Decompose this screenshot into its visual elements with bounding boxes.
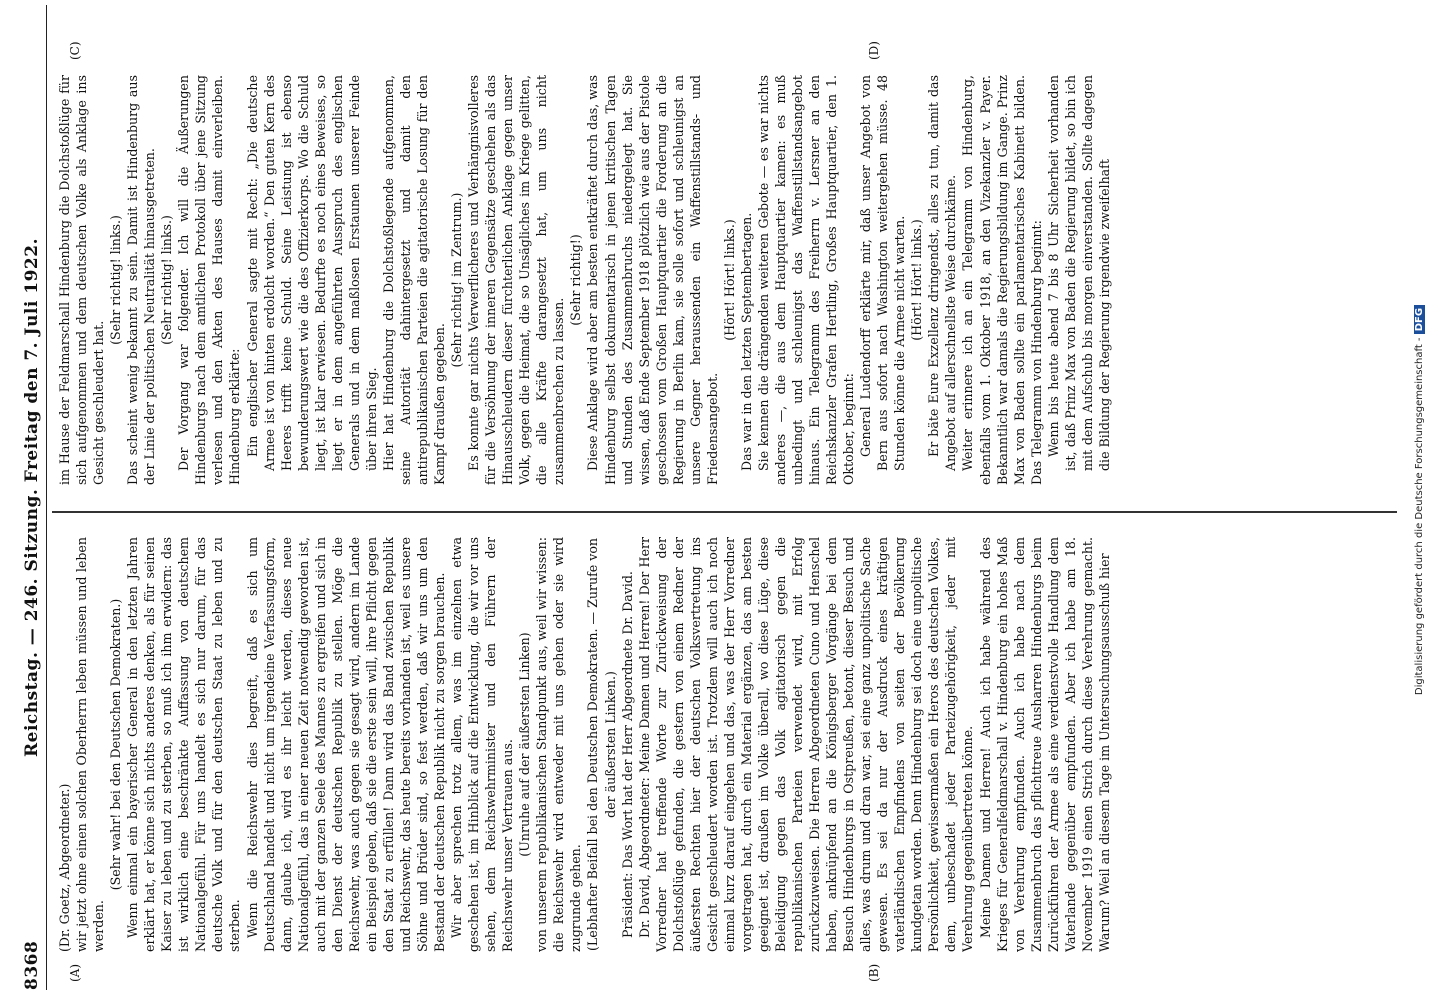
- paragraph: Das war in den letzten Septembertagen.: [738, 212, 754, 471]
- margin-marker-b: (B): [867, 963, 881, 982]
- margin-marker-c: (C): [68, 41, 82, 60]
- paragraph: Weiter erinnere ich an ein Telegramm von Hindenburg, ebenfalls vom 1. Oktober 1918, an den Vizekanzler v. Payer. Bekanntlich war damals die Regierungsbildung im Gange. Prinz Max von Baden sollte ein parlamentarisches Kabinett bilden. Das Telegramm von Hindenburg beginnt:: [960, 75, 1044, 485]
- paragraph: (Hört! Hört! links.): [721, 219, 737, 341]
- paragraph: Er bäte Eure Exzellenz dringendst, alles zu tun, damit das Angebot auf allerschnellste Weise durchkäme.: [926, 75, 959, 471]
- paragraph: (Sehr richtig! links.): [159, 215, 175, 345]
- margin-marker-d: (D): [867, 41, 881, 60]
- paragraph: (Dr. Goetz, Abgeordneter.): [57, 783, 72, 952]
- digitization-note: [1414, 5, 1432, 995]
- paragraph: (Lebhafter Beifall bei den Deutschen Demokraten. — Zurufe von der äußersten Linken.): [585, 537, 618, 952]
- paragraph: (Unruhe auf der äußersten Linken): [517, 632, 533, 857]
- paragraph: Wenn einmal ein bayerischer General in den letzten Jahren erklärt hat, er könne sich nichts anderes denken, als für seinen Kaiser zu leben und zu sterben, so muß ich ihm erwidern: das ist wirklich eine beschränkte Auffassung von deutschem Nationalgefühl. Für uns handelt es sich nur darum, für das deutsche Volk und für den deutschen Staat zu leben und zu sterben.: [125, 537, 243, 952]
- paragraph: (Sehr richtig! links.): [108, 215, 124, 345]
- paragraph: Meine Damen und Herren! Auch ich habe während des Krieges für Generalfeldmarschall v. Hindenburg ein hohes Maß von Verehrung empfunden. Auch ich habe nach dem Zusammenbruch das pflichttreue Ausharren Hindenburgs beim Zurückführen der Armee als eine verdienstvolle Handlung dem Vaterlande gegenüber empfunden. Aber ich habe am 18. November 1919 einen Strich durch diese Verehrung gemacht. Warum? Weil an diesem Tage im Untersuchungsausschuß hier: [977, 537, 1112, 952]
- paragraph: Der Vorgang war folgender. Ich will die Äußerungen Hindenburgs nach dem amtlichen Protokoll über jene Sitzung verlesen und den Akten des Hauses damit einverleiben. Hindenburg erklärte:: [176, 75, 243, 485]
- paragraph: General Ludendorff erklärte mir, daß unser Angebot von Bern aus sofort nach Washington weitergehen müsse. 48 Stunden könne die Armee nicht warten.: [858, 75, 908, 471]
- paragraph: Dr. David, Abgeordneter: Meine Damen und Herren! Der Herr Vorredner hat treffende Worte zur Zurückweisung der Dolchstoßlüge gefunden, die gestern von einem Redner der äußersten Rechten hier der deutschen Volksvertretung ins Gesicht geschleudert worden ist. Trotzdem will auch ich noch einmal kurz darauf eingehen und das, was der Herr Vorredner vorgetragen hat, durch ein Material ergänzen, das am besten geeignet ist, draußen im Volke überall, wo diese Lüge, diese Beleidigung gegen das Volk agitatorisch gegen die republikanischen Parteien verwendet wird, mit Erfolg zurückzuweisen. Die Herren Abgeordneten Cuno und Henschel haben, anknüpfend an die Königsberger Vorgänge bei dem Besuch Hindenburgs in Ostpreußen, betont, dieser Besuch und alles, was drum und dran war, sei eine ganz unpolitische Sache gewesen. Es sei da nur der Ausdruck eines kräftigen vaterländischen Empfindens von seiten der Bevölkerung kundgetan worden. Denn Hindenburg sei doch eine unpolitische Persönlichkeit, gewissermaßen ein Heros des deutschen Volkes, dem, unbeschadet jeder Parteizugehörigkeit, jeder mit Verehrung gegenübertreten könne.: [636, 537, 976, 952]
- paragraph: Es konnte gar nichts Verwerflicheres und Verhängnisvolleres für die Versöhnung der inneren Gegensätze geschehen als das Hinausschleudern dieser fürchterlichen Anklage gegen unser Volk, gegen die Heimat, die so Unsägliches im Kriege gelitten, die alle Kräfte darangesetzt hat, um uns nicht zusammenbrechen zu lassen.: [466, 75, 567, 485]
- paragraph: (Sehr richtig!): [568, 234, 584, 326]
- paragraph: (Hört! Hört! links.): [909, 219, 925, 341]
- paragraph: Präsident: Das Wort hat der Herr Abgeordnete Dr. David.: [619, 571, 635, 938]
- paragraph: Das scheint wenig bekannt zu sein. Damit ist Hindenburg aus der Linie der politischen Neutralität hinausgetreten.: [125, 75, 158, 485]
- paragraph: (Sehr wahr! bei den Deutschen Demokraten.): [108, 598, 124, 891]
- margin-marker-a: (A): [68, 963, 82, 982]
- left-column: [56, 537, 1396, 952]
- paragraph: Ein englischer General sagte mit Recht: „Die deutsche Armee ist von hinten erdolcht worden.“ Den guten Kern des Heeres trifft keine Schuld. Seine Leistung ist ebenso bewunderungswert wie die des Offizierkorps. Wo die Schuld liegt, ist klar erwiesen. Bedurfte es noch eines Beweises, so liegt er in dem angeführten Ausspruch des englischen Generals und in dem maßlosen Erstaunen unserer Feinde über ihren Sieg.: [244, 75, 379, 471]
- newspaper-page: [12, 5, 1412, 990]
- dfg-logo: DFG: [1414, 305, 1425, 334]
- paragraph: Wir aber sprechen trotz allem, was im einzelnen etwa geschehen ist, im Hinblick auf die Entwicklung, die wir vor uns sehen, dem Reichswehrminister und den Führern der Reichswehr unser Vertrauen aus.: [449, 537, 516, 952]
- digitization-text: Digitalisierung gefördert durch die Deutsche Forschungsgemeinschaft -: [1414, 337, 1425, 696]
- paragraph: wir jetzt ohne einen solchen Oberherrn leben müssen und leben werden.: [74, 537, 107, 952]
- paragraph: (Sehr richtig! im Zentrum.): [449, 192, 465, 368]
- paragraph: Wenn die Reichswehr dies begreift, daß es sich um Deutschland handelt und nicht um irgendeine Verfassungsform, dann, glaube ich, wird es ihr leicht werden, dieses neue Nationalgefühl, das in einer neuen Zeit notwendig geworden ist, auch mit der ganzen Seele des Mannes zu ergreifen und sich in den Dienst der deutschen Republik zu stellen. Möge die Reichswehr, was auch gegen sie gesagt wird, andern im Lande ein Beispiel geben, daß sie die erste sein will, ihre Pflicht gegen den Staat zu erfüllen! Dann wird das Band zwischen Republik und Reichswehr, das heute bereits vorhanden ist, weil es unsere Söhne und Brüder sind, so fest werden, daß wir uns um den Bestand der deutschen Republik nicht zu sorgen brauchen.: [244, 537, 448, 952]
- paragraph: von unserem republikanischen Standpunkt aus, weil wir wissen: die Reichswehr wird entweder mit uns gehen oder sie wird zugrunde gehen.: [534, 537, 584, 952]
- paragraph: Wenn bis heute abend 7 bis 8 Uhr Sicherheit vorhanden ist, daß Prinz Max von Baden die Regierung bildet, so bin ich mit dem Aufschub bis morgen einverstanden. Sollte dagegen die Bildung der Regierung irgendwie zweifelhaft: [1045, 75, 1112, 471]
- paragraph: Hier hat Hindenburg die Dolchstoßlegende aufgenommen, seine Autorität dahintergesetzt und damit den antirepublikanischen Parteien die agitatorische Losung für den Kampf draußen gegeben.: [380, 75, 448, 485]
- paragraph: Diese Anklage wird aber am besten entkräftet durch das, was Hindenburg selbst dokumentarisch in jenen kritischen Tagen und Stunden des Zusammenbruchs niedergelegt hat. Sie wissen, daß Ende September 1918 plötzlich wie aus der Pistole geschossen vom Großen Hauptquartier die Forderung an die Regierung in Berlin kam, sie solle sofort und schleunigst an unsere Gegner heraussenden ein Waffenstillstands- und Friedensangebot.: [585, 75, 720, 485]
- page-title: Reichstag. — 246. Sitzung. Freitag den 7. Juli 1922.: [22, 238, 42, 757]
- paragraph: Sie kennen die drängenden weiteren Gebote — es war nichts anderes —, die aus dem Hauptquartier kamen: es muß unbedingt und schleunigst das Waffenstillstandsangebot hinaus. Ein Telegramm des Freiherrn v. Lersner an den Reichskanzler Grafen Hertling, Großes Hauptquartier, den 1. Oktober, beginnt:: [755, 75, 857, 485]
- page-number: 8368: [22, 940, 42, 990]
- right-column: [56, 75, 1396, 485]
- column-divider: [52, 512, 1397, 514]
- paragraph: im Hause der Feldmarschall Hindenburg die Dolchstoßlüge für sich aufgenommen und dem deutschen Volke als Anklage ins Gesicht geschleudert hat.: [57, 75, 107, 485]
- page-header: [12, 5, 47, 990]
